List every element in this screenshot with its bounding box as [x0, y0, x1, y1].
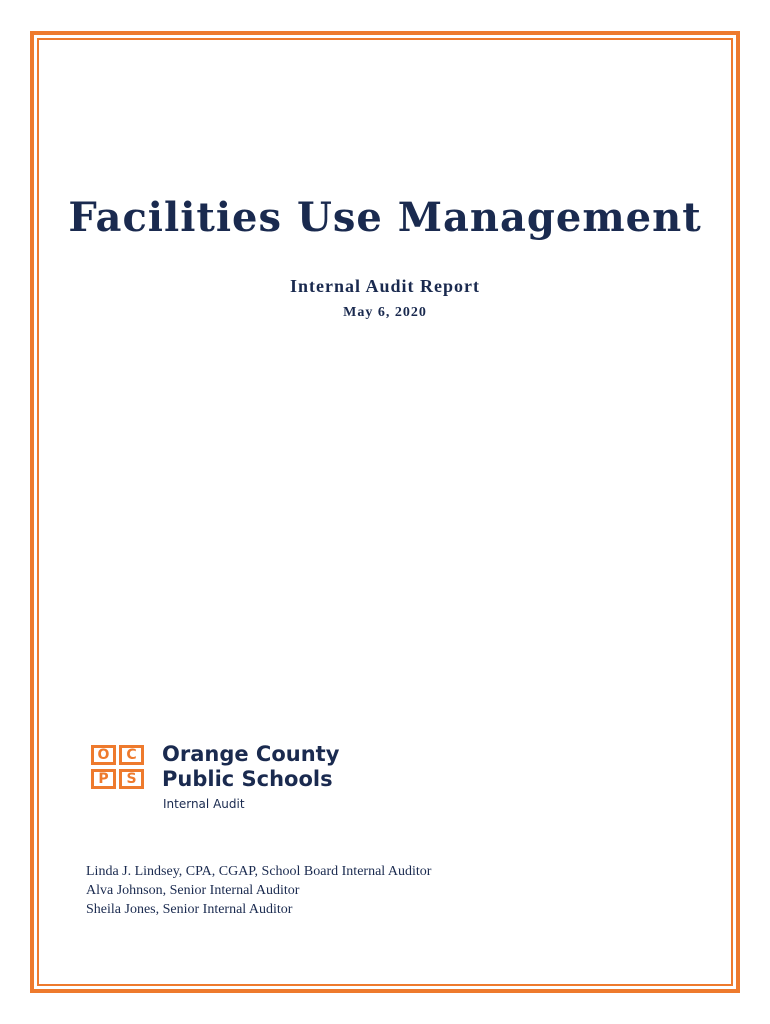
logo-tile-p: P [91, 769, 116, 789]
logo-tile-c: C [119, 745, 144, 765]
author-line: Sheila Jones, Senior Internal Auditor [86, 902, 293, 917]
author-line: Alva Johnson, Senior Internal Auditor [86, 883, 300, 898]
report-date: May 6, 2020 [343, 305, 427, 320]
logo-tile-s: S [119, 769, 144, 789]
author-list [86, 862, 431, 919]
page-border-inner [37, 38, 733, 986]
logo-name-line1: Orange County [162, 742, 340, 766]
logo-name-line2: Public Schools [162, 767, 333, 791]
ocps-logo [91, 740, 391, 815]
logo-tile-o: O [91, 745, 116, 765]
author-line: Linda J. Lindsey, CPA, CGAP, School Board Internal Auditor [86, 864, 432, 879]
ocps-logo-mark [91, 745, 147, 791]
logo-department: Internal Audit [163, 797, 245, 811]
report-title: Facilities Use Management [68, 194, 702, 241]
report-subtitle: Internal Audit Report [289, 276, 480, 296]
